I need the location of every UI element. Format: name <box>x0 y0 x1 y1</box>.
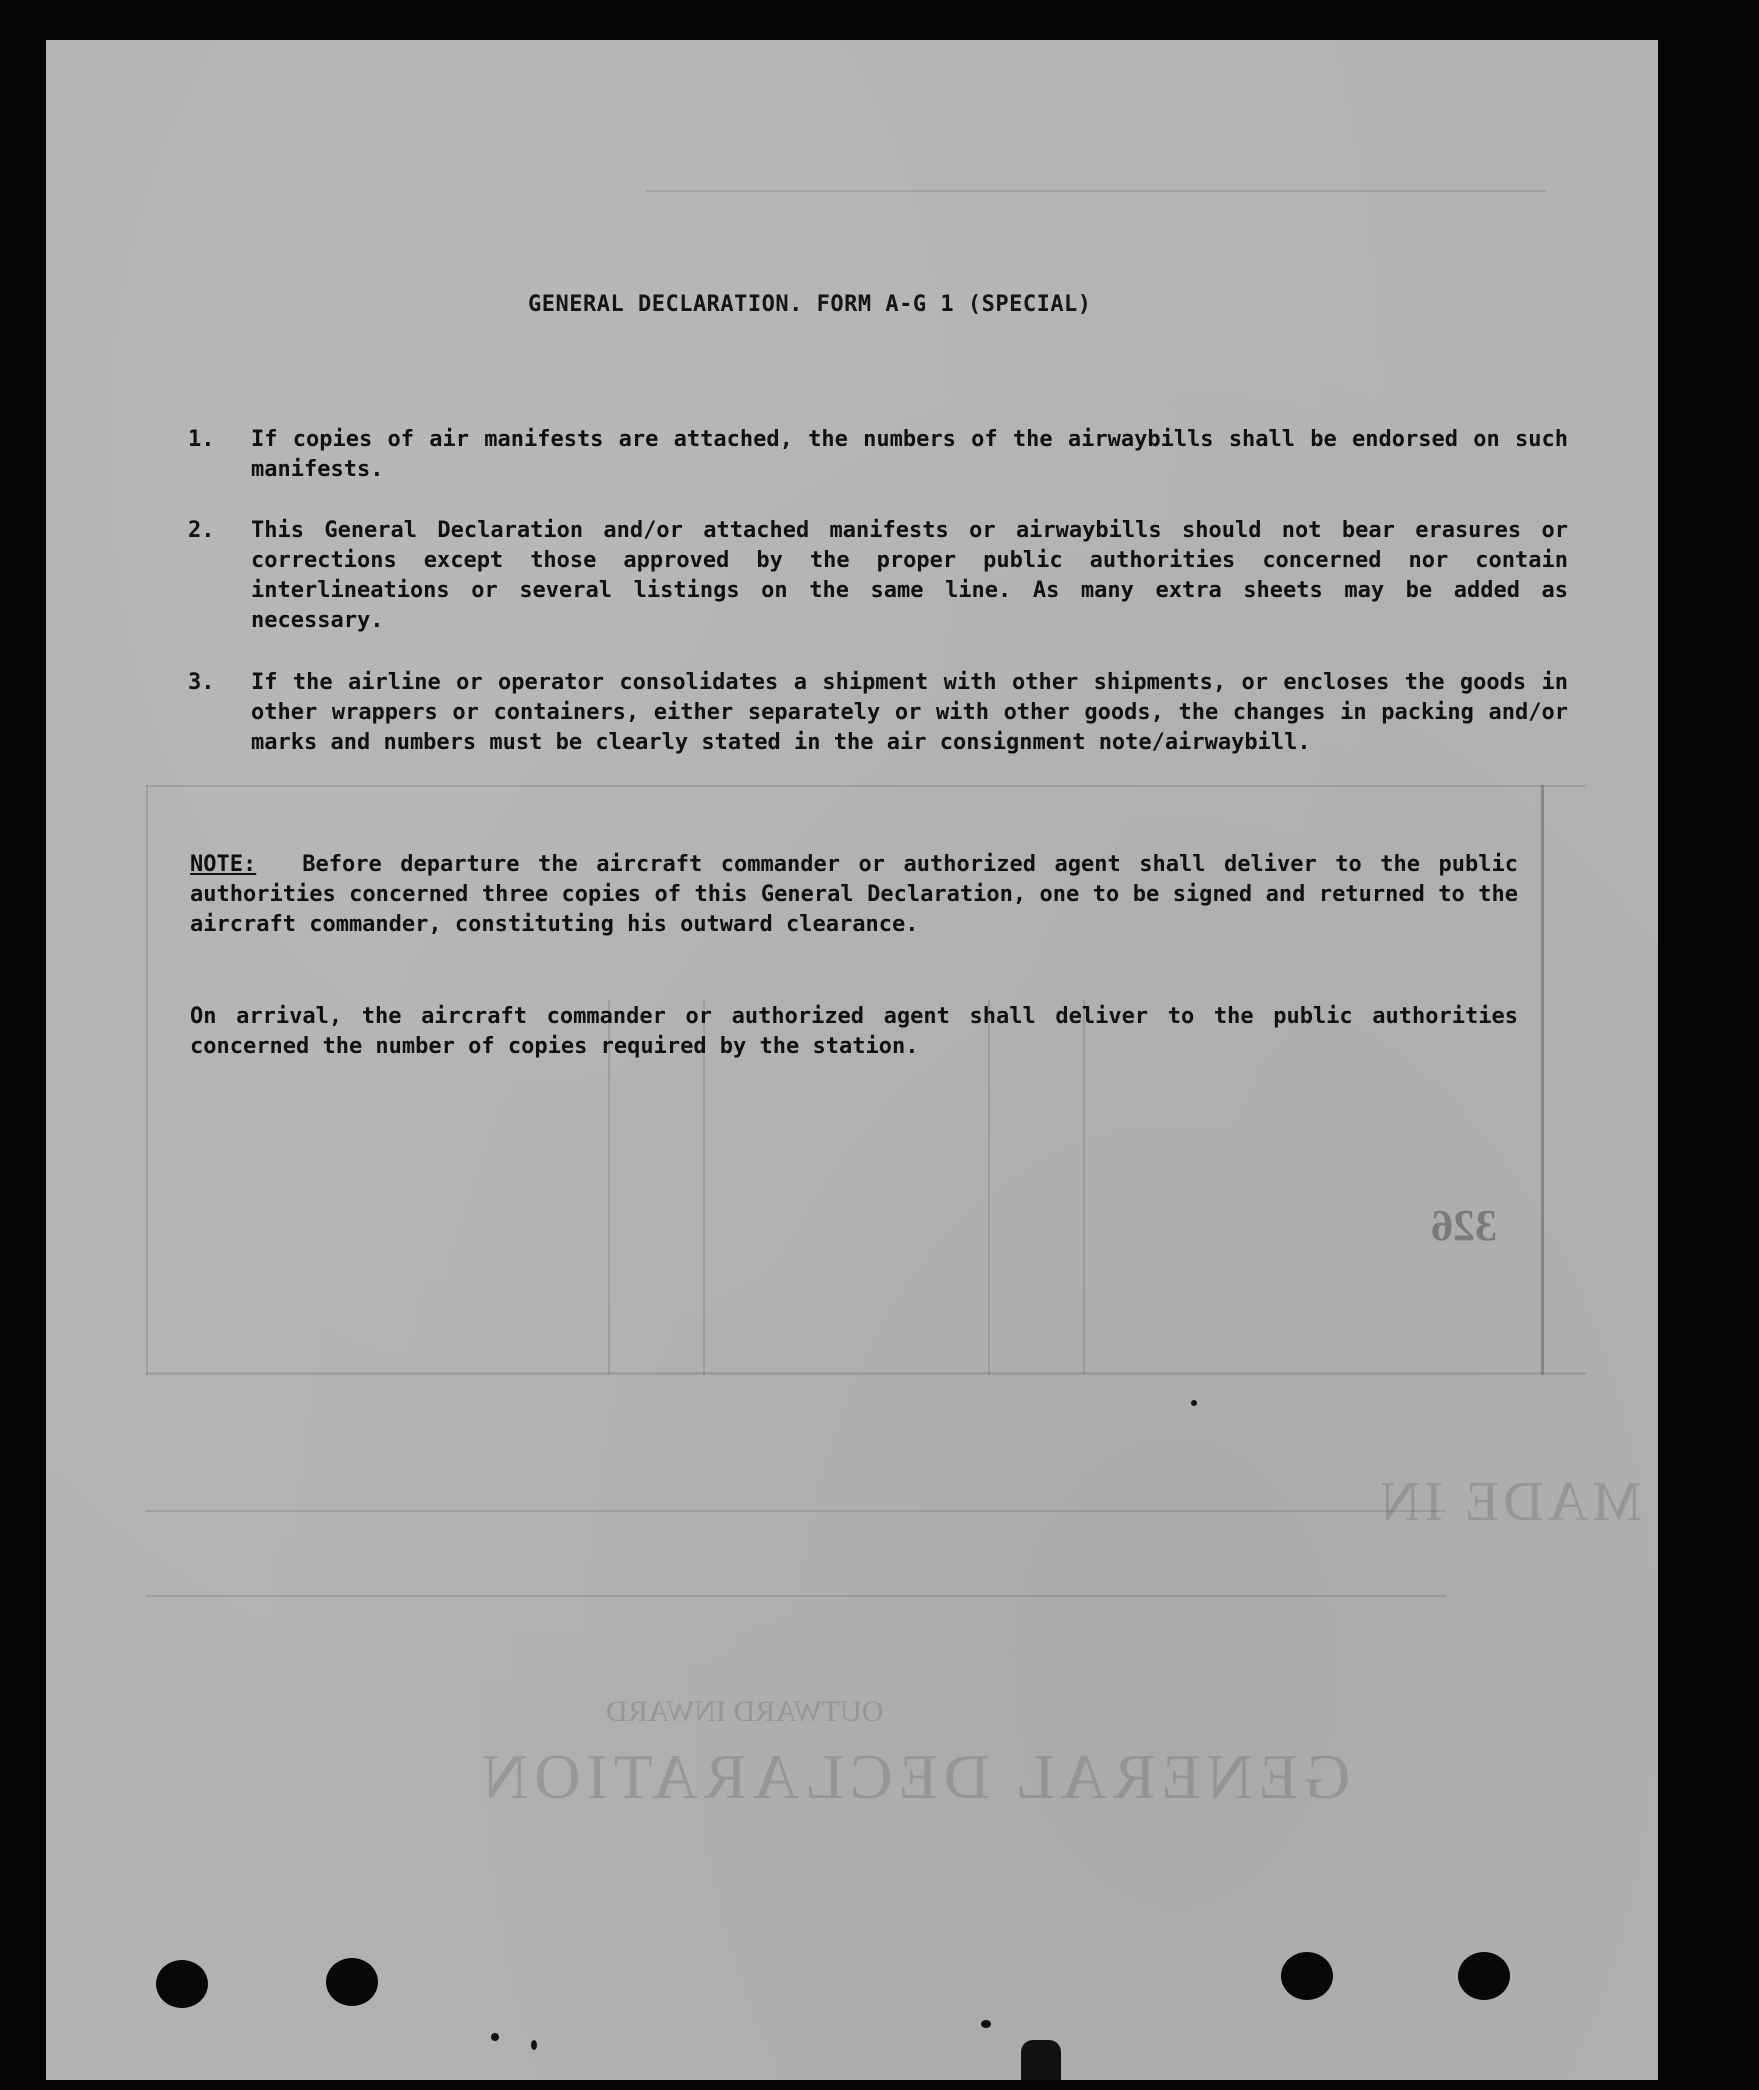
punch-hole <box>156 1960 208 2008</box>
punch-hole <box>1281 1952 1333 2000</box>
scan-speck <box>1021 2040 1061 2080</box>
scan-speck <box>491 2033 499 2041</box>
item-text: This General Declaration and/or attached manifests or airwaybills should not bear erasures or corrections except those approved by the proper public authorities concerned nor contain interlineations or several listings on the same line. As many extra sheets may be added as necessary. <box>251 518 1568 633</box>
scan-speck <box>1191 1400 1197 1406</box>
instruction-item-1 <box>188 425 1568 485</box>
item-number: 3. <box>188 670 215 695</box>
item-text: If copies of air manifests are attached, the numbers of the airwaybills shall be endorsed on such manifests. <box>251 427 1568 482</box>
instruction-item-2 <box>188 516 1568 636</box>
document-title: GENERAL DECLARATION. FORM A-G 1 (SPECIAL) <box>528 292 1092 317</box>
punch-hole <box>1458 1952 1510 2000</box>
show-through-heading: GENERAL DECLARATION <box>476 1741 1351 1812</box>
declaration-text <box>46 40 1658 2080</box>
scan-speck <box>531 2040 537 2050</box>
show-through-subheading: OUTWARD INWARD <box>606 1695 884 1728</box>
punch-hole <box>326 1958 378 2006</box>
show-through-number: 326 <box>1431 1201 1497 1250</box>
arrival-paragraph: On arrival, the aircraft commander or authorized agent shall deliver to the public authorities concerned the number of copies required by the station. <box>190 1004 1518 1059</box>
instruction-item-3 <box>188 668 1568 758</box>
item-number: 2. <box>188 518 215 543</box>
item-text: If the airline or operator consolidates a shipment with other shipments, or encloses the goods in other wrappers or containers, either separately or with other goods, the changes in packing and/or marks and numbers must be clearly stated in the air consignment note/airwaybill. <box>251 670 1568 755</box>
item-number: 1. <box>188 427 215 452</box>
note-text: Before departure the aircraft commander or authorized agent shall deliver to the public authorities concerned three copies of this General Declaration, one to be signed and returned to the aircraft commander, constituting his outward clearance. <box>190 852 1518 937</box>
scan-speck <box>981 2020 991 2028</box>
note-label: NOTE: <box>190 852 257 877</box>
note-paragraph <box>190 850 1518 940</box>
show-through-made-in: MADE IN <box>1376 1471 1642 1533</box>
document-page <box>46 40 1658 2080</box>
